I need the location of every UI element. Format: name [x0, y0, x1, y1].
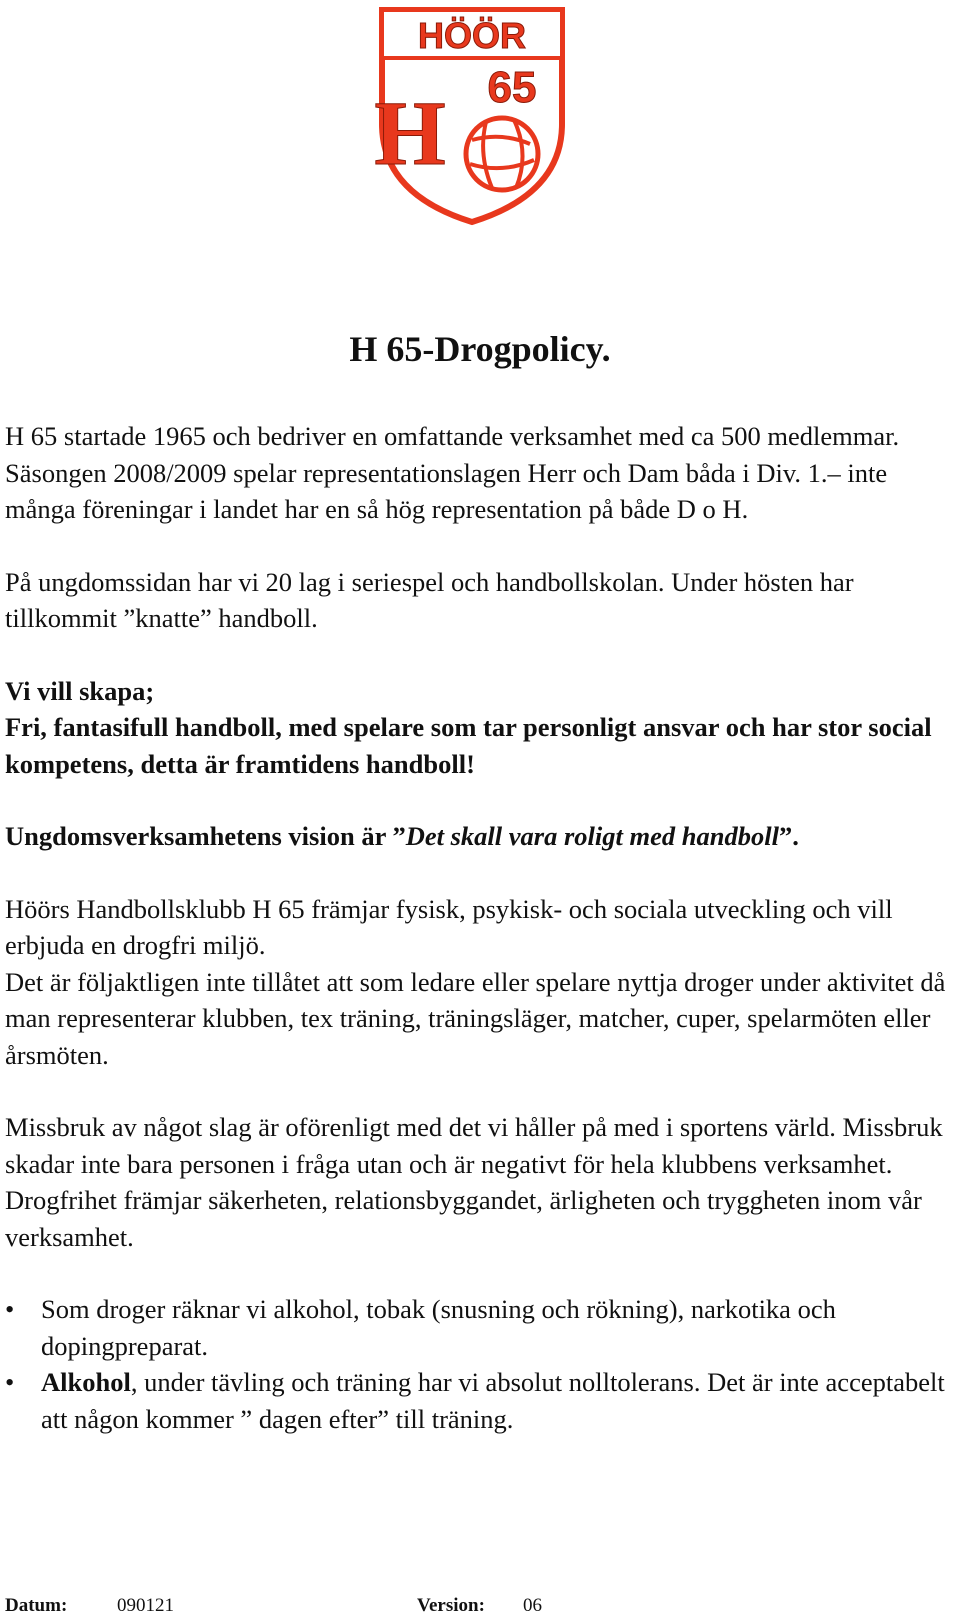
version-label: Version:: [417, 1595, 485, 1616]
youth-vision-prefix: Ungdomsverksamhetens vision är ”: [5, 821, 406, 851]
bullet-icon: •: [5, 1294, 15, 1324]
handball-icon: [466, 118, 538, 190]
intro-paragraph-3: På ungdomssidan har vi 20 lag i seriespel och handbollskolan. Under hösten har tillkommit ”knatte” handboll.: [5, 566, 854, 633]
intro-paragraph-2: Säsongen 2008/2009 spelar representationslagen Herr och Dam båda i Div. 1.– inte många föreningar i landet har en så hög representation på både D o H.: [5, 457, 888, 524]
document-body: [5, 418, 955, 1437]
youth-vision-quote: Det skall vara roligt med handboll: [405, 821, 779, 851]
list-item-text: Som droger räknar vi alkohol, tobak (snusning och rökning), narkotika och dopingpreparat.: [41, 1294, 836, 1361]
intro-paragraph-1: H 65 startade 1965 och bedriver en omfattande verksamhet med ca 500 medlemmar.: [5, 421, 900, 451]
spacer: [5, 855, 955, 891]
youth-vision: [5, 818, 955, 855]
spacer: [5, 1073, 955, 1109]
policy-paragraph-4: Drogfrihet främjar säkerheten, relationsbyggandet, ärligheten och tryggheten inom vår verksamhet.: [5, 1185, 922, 1252]
policy-paragraph-3: Missbruk av något slag är oförenligt med det vi håller på med i sportens värld. Missbruk skadar inte bara personen i fråga utan och är negativt för hela klubbens verksamhet.: [5, 1112, 943, 1179]
vision-heading: Vi vill skapa;: [5, 675, 155, 706]
bullet-icon: •: [5, 1367, 15, 1397]
list-item: [5, 1364, 955, 1437]
logo-number-text: 65: [487, 63, 537, 112]
logo-name-text: HÖÖR: [418, 15, 526, 56]
spacer: [5, 528, 955, 564]
list-item-text: , under tävling och träning har vi absolut nolltolerans. Det är inte acceptabelt att någon kommer ” dagen efter” till träning.: [41, 1367, 945, 1434]
drug-rules-list: [5, 1291, 955, 1437]
vision-statement: Fri, fantasifull handboll, med spelare som tar personligt ansvar och har stor social kompetens, detta är framtidens handboll!: [5, 712, 932, 779]
club-logo: [374, 4, 570, 228]
date-value: 090121: [117, 1595, 174, 1616]
youth-vision-suffix: ”.: [778, 821, 799, 851]
spacer: [5, 637, 955, 673]
logo-letter-text: H: [374, 82, 446, 184]
list-item: [5, 1291, 955, 1364]
policy-paragraph-2: Det är följaktligen inte tillåtet att som ledare eller spelare nyttja droger under aktivitet då man representerar klubben, tex träning, träningsläger, matcher, cuper, spelarmöten eller årsmöten.: [5, 966, 946, 1070]
date-label: Datum:: [5, 1595, 68, 1616]
version-value: 06: [523, 1595, 542, 1616]
list-item-bold: Alkohol: [41, 1367, 131, 1397]
page-title: H 65-Drogpolicy.: [349, 329, 611, 369]
spacer: [5, 1255, 955, 1291]
policy-paragraph-1: Höörs Handbollsklubb H 65 främjar fysisk, psykisk- och sociala utveckling och vill erbjuda en drogfri miljö.: [5, 893, 893, 960]
club-crest-icon: [374, 4, 570, 228]
spacer: [5, 782, 955, 818]
